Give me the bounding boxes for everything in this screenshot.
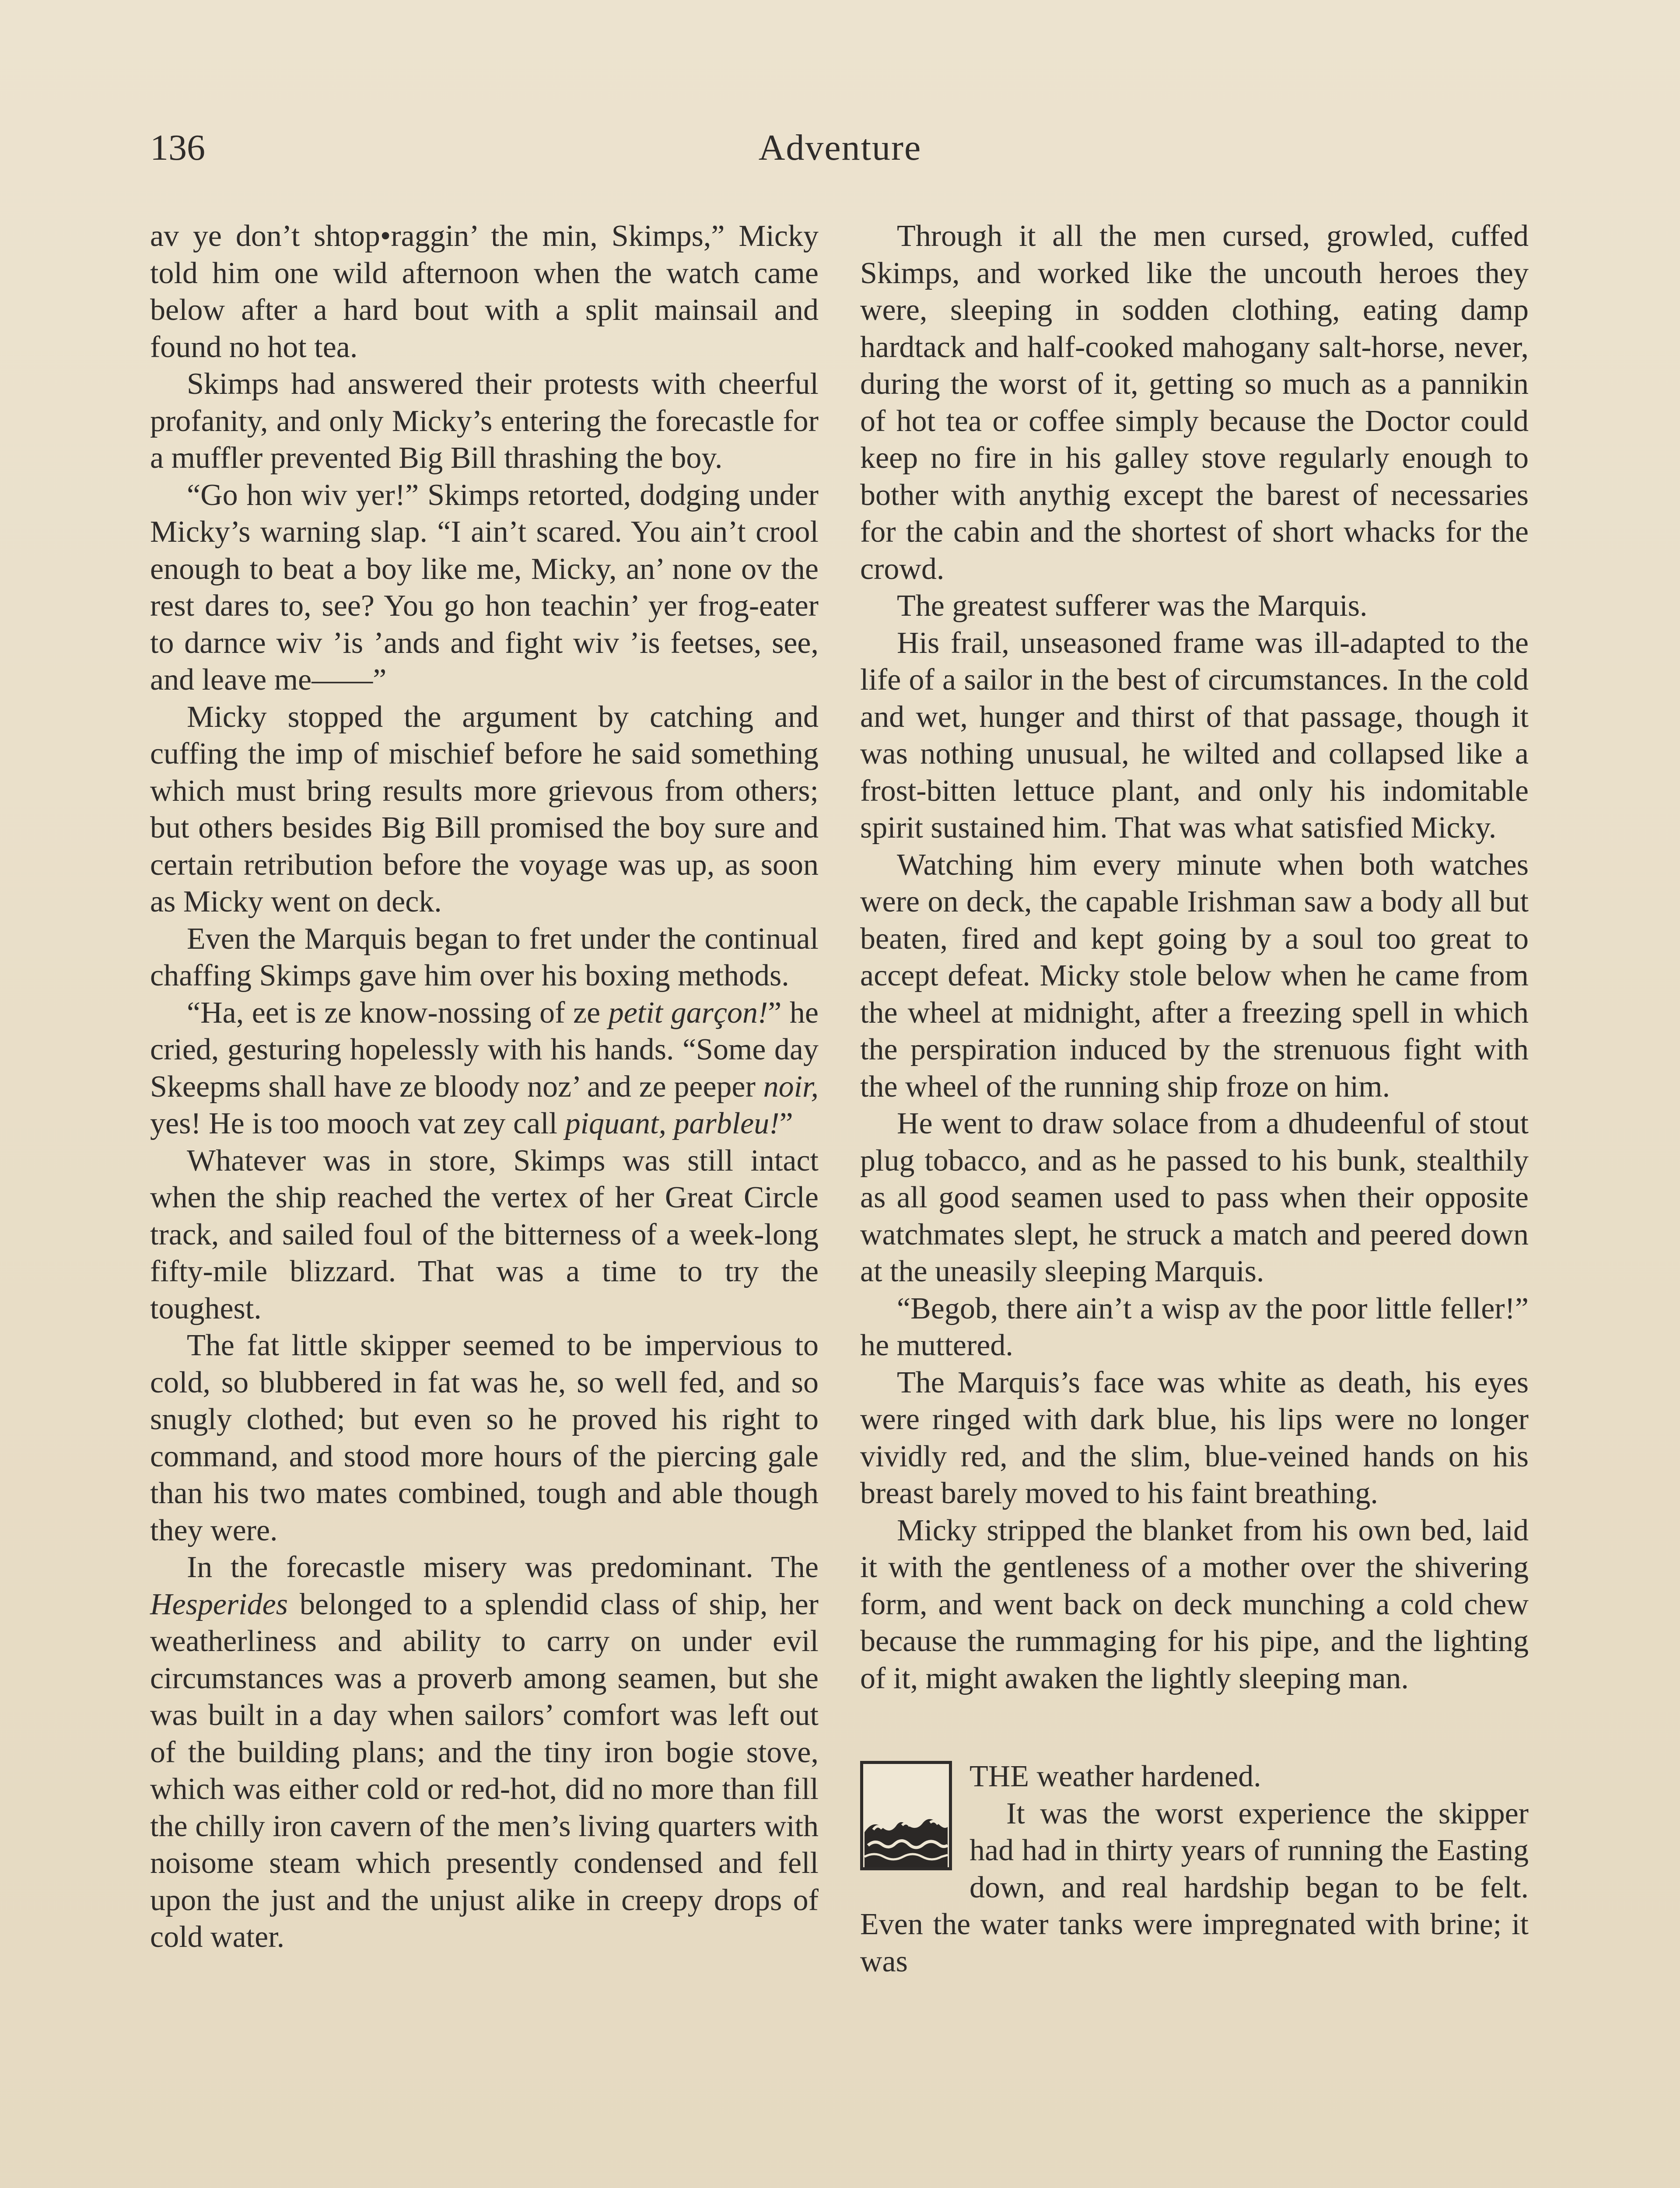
ship-name: Hesperides xyxy=(150,1587,288,1621)
text-run: In the forecastle misery was predominant. The xyxy=(187,1550,819,1584)
paragraph: Micky stripped the blanket from his own bed, laid it with the gentleness of a mother over the shivering form, and went back on deck munching a cold chew because the rummaging for his pipe, and the lighting of it, might awaken the lightly sleeping man. xyxy=(860,1513,1529,1695)
paragraph: Skimps had answered their protests with cheerful profanity, and only Micky’s entering the forecastle for a muffler prevented Big Bill thrashing the boy. xyxy=(150,367,819,475)
page-number: 136 xyxy=(150,127,205,168)
paragraph: “Begob, there ain’t a wisp av the poor little feller!” he muttered. xyxy=(860,1291,1529,1362)
wave-ornament-icon xyxy=(860,1761,952,1870)
paragraph: He went to draw solace from a dhudeenful of stout plug tobacco, and as he passed to his bunk, stealthily as all good seamen used to pass when their opposite watchmates slept, he struck a match and peered down at the uneasily sleeping Marquis. xyxy=(860,1107,1529,1288)
paragraph: “Go hon wiv yer!” Skimps retorted, dodging under Micky’s warning slap. “I ain’t scared. You ain’t crool enough to beat a boy like me, Micky, an’ none ov the rest dares to, see? You go hon teachin’ yer frog-eater to darnce wiv ’is ’ands and fight wiv ’is feetses, see, and leave me——” xyxy=(150,478,819,697)
paragraph: Watching him every minute when both watches were on deck, the capable Irishman saw a body all but beaten, fired and kept going by a soul too great to accept defeat. Micky stole below when he came from the wheel at midnight, after a freezing spell in which the perspiration induced by the strenuous fight with the wheel of the running ship froze on him. xyxy=(860,848,1529,1104)
italic-phrase: piquant, parbleu! xyxy=(565,1107,780,1140)
paragraph: The fat little skipper seemed to be impervious to cold, so blubbered in fat was he, so well fed, and so snugly clothed; but even so he proved his right to command, and stood more hours of the piercing gale than his two mates combined, tough and able though they were. xyxy=(150,1329,819,1547)
paragraph: Whatever was in store, Skimps was still intact when the ship reached the vertex of her Great Circle track, and sailed foul of the bitterness of a week-long fifty-mile blizzard. That was a time to try the toughest. xyxy=(150,1143,819,1325)
paragraph xyxy=(150,1549,819,1956)
paragraph: The Marquis’s face was white as death, his eyes were ringed with dark blue, his lips were no longer vividly red, and the slim, blue-veined hands on his breast barely moved to his faint breathing. xyxy=(860,1365,1529,1510)
paragraph: Even the Marquis began to fret under the continual chaffing Skimps gave him over his boxing methods. xyxy=(150,922,819,992)
paragraph-dialogue xyxy=(150,995,819,1143)
italic-phrase: petit garçon! xyxy=(608,996,768,1030)
paragraph: The greatest sufferer was the Marquis. xyxy=(897,589,1368,623)
left-column xyxy=(150,218,819,1956)
paragraph: Through it all the men cursed, growled, cuffed Skimps, and worked like the uncouth heroes they were, sleeping in sodden clothing, eating damp hardtack and half-cooked mahogany salt-horse, never, during the worst of it, getting so much as a pannikin of hot tea or coffee simply because the Doctor could keep no fire in his galley stove regularly enough to bother with anythig except the barest of necessaries for the cabin and the shortest of short whacks for the crowd. xyxy=(860,219,1529,586)
running-head: Adventure xyxy=(758,127,922,168)
text-run: belonged to a splendid class of ship, her weatherliness and ability to carry on under evil circumstances was a proverb among seamen, but she was built in a day when sailors’ comfort was left out of the building plans; and the tiny iron bogie stove, which was either cold or red-hot, did no more than fill the chilly iron cavern of the men’s living quarters with noisome steam which presently condensed and fell upon the just and the unjust alike in creepy drops of cold water. xyxy=(150,1587,819,1954)
text-run: ” he cried, gesturing hopelessly with his hands. “Some day Skeepms shall have ze bloody noz’ and ze peeper xyxy=(150,996,819,1104)
text-run: “Ha, eet is ze know-nossing of ze xyxy=(187,996,609,1030)
paragraph: It was the worst experience the skipper had had in thirty years of running the Easting down, and real hardship began to be felt. Even the water tanks were impregnated with brine; it was xyxy=(860,1796,1529,1978)
section-break xyxy=(860,1758,1529,1980)
paragraph: av ye don’t shtop•raggin’ the min, Skimps,” Micky told him one wild afternoon when the watch came below after a hard bout with a split mainsail and found no hot tea. xyxy=(150,219,819,364)
paragraph: Micky stopped the argument by catching and cuffing the imp of mischief before he said something which must bring results more grievous from others; but others besides Big Bill promised the boy sure and certain retribution before the voyage was up, as soon as Micky went on deck. xyxy=(150,700,819,919)
right-column xyxy=(860,218,1529,1980)
text-run: yes! He is too mooch vat zey call xyxy=(150,1107,565,1140)
section-opening: THE weather hardened. xyxy=(970,1760,1261,1793)
italic-phrase: noir, xyxy=(763,1069,819,1104)
paragraph: His frail, unseasoned frame was ill-adapted to the life of a sailor in the best of circumstances. In the cold and wet, hunger and thirst of that passage, though it was nothing unusual, he wilted and collapsed like a frost-bitten lettuce plant, and only his indomitable spirit sustained him. That was what satisfied Micky. xyxy=(860,626,1529,845)
wave-icon xyxy=(864,1802,948,1867)
text-run: ” xyxy=(779,1107,793,1140)
